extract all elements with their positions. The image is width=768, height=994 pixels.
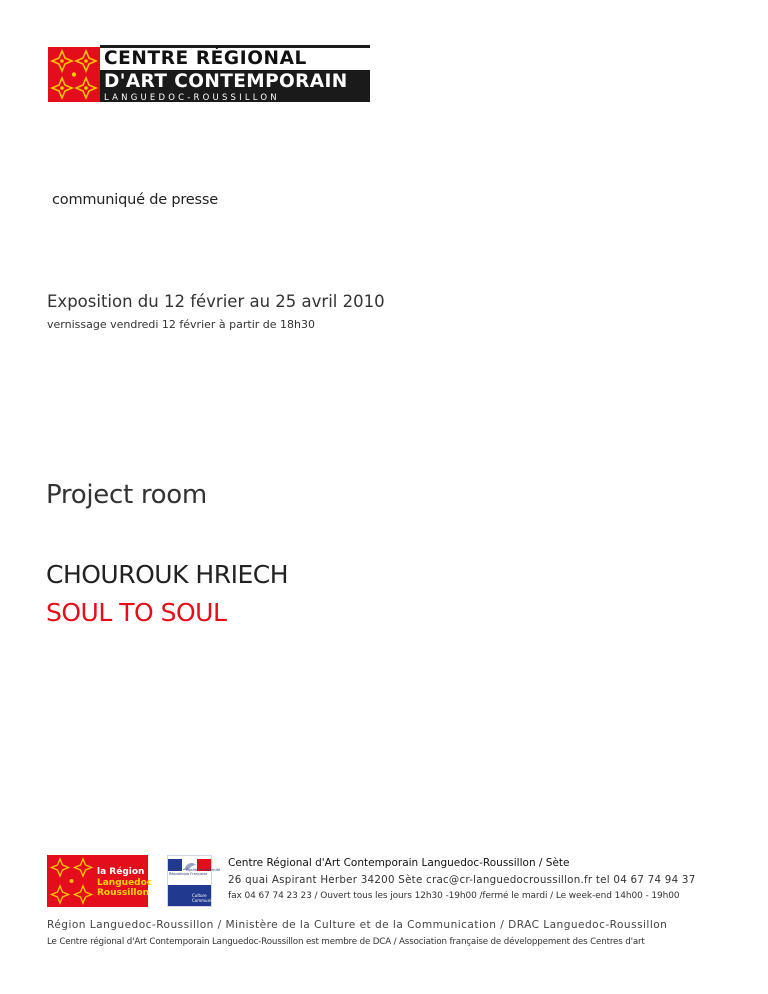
contact-address: 26 quai Aspirant Herber 34200 Sète crac@cr-languedocroussillon.fr tel 04 67 74 94 37 [228,874,696,886]
partners-line: Région Languedoc-Roussillon / Ministère de la Culture et de la Communication / DRAC Languedoc-Roussillon [47,919,668,931]
region-label-line3: Roussillon [97,888,150,898]
ministry-motto [169,868,220,876]
section-title: Project room [46,480,207,510]
document-type: communiqué de presse [52,192,218,208]
artist-name: CHOUROUK HRIECH [46,560,289,589]
exhibition-title: SOUL TO SOUL [46,598,227,627]
exhibition-opening: vernissage vendredi 12 février à partir de 18h30 [47,318,315,331]
exhibition-dates: Exposition du 12 février au 25 avril 2010 [47,292,385,311]
occitan-cross-icon [48,47,100,102]
logo-title-line1: CENTRE RÉGIONAL [104,48,307,69]
ministry-motto-line2: République Française [169,872,208,876]
membership-line: Le Centre régional d'Art Contemporain Languedoc-Roussillon est membre de DCA / Association française de développement des Centres d'art [47,937,645,947]
region-label-line1: la Région [97,867,145,877]
crac-logo-mark [48,47,100,102]
contact-name: Centre Régional d'Art Contemporain Languedoc-Roussillon / Sète [228,857,570,869]
logo-title-line2: D'ART CONTEMPORAIN [104,71,348,92]
ministry-name-line2: Communication [192,897,224,903]
ministry-motto-line1: Liberté • Égalité • Fraternité [169,868,221,872]
region-label-line2: Languedoc [97,877,153,888]
region-logo-label [97,867,152,899]
marianne-flag-icon [168,856,211,868]
ministry-name [192,894,224,903]
ministry-name-line1: Culture [192,893,207,898]
logo-subtitle: LANGUEDOC-ROUSSILLON [104,93,280,103]
contact-hours: fax 04 67 74 23 23 / Ouvert tous les jours 12h30 -19h00 /fermé le mardi / Le week-end 14h00 - 19h00 [228,891,680,901]
